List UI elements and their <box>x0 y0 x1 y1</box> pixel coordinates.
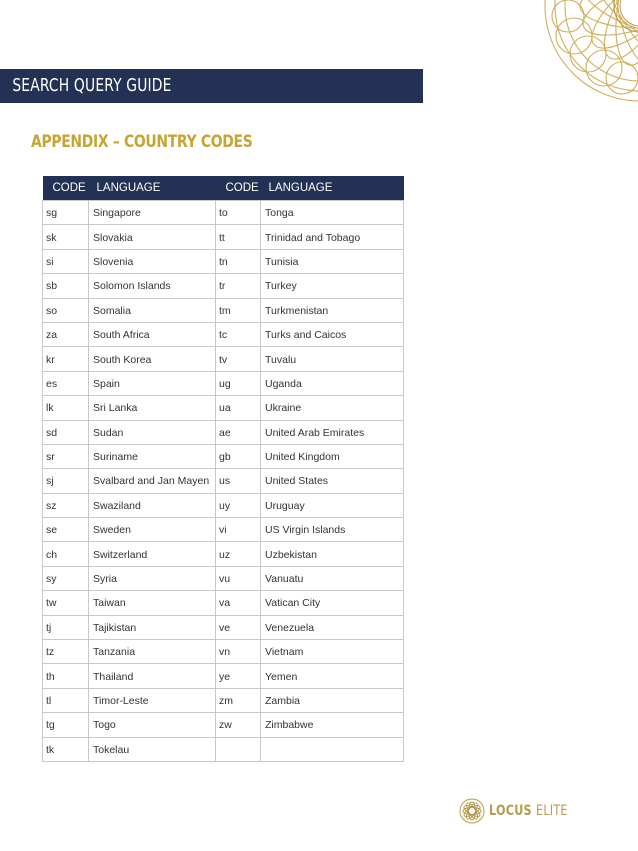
cell-country: Timor-Leste <box>89 688 216 712</box>
cell-country: Tuvalu <box>261 347 404 371</box>
cell-country: Tokelau <box>89 737 216 761</box>
table-body <box>43 201 404 762</box>
table-row <box>43 664 404 688</box>
cell-code: tg <box>43 713 89 737</box>
cell-code: tr <box>216 274 261 298</box>
table-row <box>43 444 404 468</box>
cell-code: se <box>43 518 89 542</box>
cell-code: sb <box>43 274 89 298</box>
cell-country: Vanuatu <box>261 566 404 590</box>
cell-code: tn <box>216 249 261 273</box>
cell-country: Venezuela <box>261 615 404 639</box>
table-row <box>43 396 404 420</box>
cell-country: Sweden <box>89 518 216 542</box>
cell-country: Ukraine <box>261 396 404 420</box>
cell-country: Tonga <box>261 201 404 225</box>
cell-code: va <box>216 591 261 615</box>
cell-country: Zambia <box>261 688 404 712</box>
column-header-code: CODE <box>216 176 261 201</box>
cell-code: to <box>216 201 261 225</box>
cell-code: ae <box>216 420 261 444</box>
cell-country: Sudan <box>89 420 216 444</box>
cell-code: sy <box>43 566 89 590</box>
cell-code: es <box>43 371 89 395</box>
cell-code <box>216 737 261 761</box>
cell-country: Turkey <box>261 274 404 298</box>
table-row <box>43 688 404 712</box>
table-row <box>43 518 404 542</box>
cell-country: Togo <box>89 713 216 737</box>
cell-code: sd <box>43 420 89 444</box>
cell-code: vi <box>216 518 261 542</box>
cell-code: uz <box>216 542 261 566</box>
cell-code: tl <box>43 688 89 712</box>
cell-country: Uzbekistan <box>261 542 404 566</box>
table-row <box>43 493 404 517</box>
cell-country: Somalia <box>89 298 216 322</box>
cell-country: Slovakia <box>89 225 216 249</box>
brand-name-bold: LOCUS <box>489 803 532 819</box>
cell-code: ug <box>216 371 261 395</box>
cell-code: sj <box>43 469 89 493</box>
cell-code: ve <box>216 615 261 639</box>
table-row <box>43 640 404 664</box>
cell-code: tw <box>43 591 89 615</box>
cell-code: za <box>43 322 89 346</box>
cell-code: tj <box>43 615 89 639</box>
table-row <box>43 274 404 298</box>
brand-name <box>489 803 568 819</box>
cell-country: Uruguay <box>261 493 404 517</box>
cell-country: Sri Lanka <box>89 396 216 420</box>
cell-code: sr <box>43 444 89 468</box>
cell-country: Singapore <box>89 201 216 225</box>
table-row <box>43 298 404 322</box>
table-row <box>43 201 404 225</box>
cell-code: ua <box>216 396 261 420</box>
cell-country: Vatican City <box>261 591 404 615</box>
table-row <box>43 615 404 639</box>
table-row <box>43 420 404 444</box>
cell-code: zm <box>216 688 261 712</box>
section-title: APPENDIX – COUNTRY CODES <box>31 132 253 152</box>
cell-country: United Kingdom <box>261 444 404 468</box>
cell-country: Turks and Caicos <box>261 322 404 346</box>
cell-country: Spain <box>89 371 216 395</box>
cell-code: lk <box>43 396 89 420</box>
locus-elite-logo-icon <box>459 798 485 824</box>
cell-code: sk <box>43 225 89 249</box>
table-row <box>43 225 404 249</box>
cell-country: Uganda <box>261 371 404 395</box>
table-row <box>43 542 404 566</box>
table-row <box>43 469 404 493</box>
cell-country: Swaziland <box>89 493 216 517</box>
column-header-language: LANGUAGE <box>89 176 216 201</box>
cell-code: vn <box>216 640 261 664</box>
cell-country: Tajikistan <box>89 615 216 639</box>
cell-country: Suriname <box>89 444 216 468</box>
cell-code: tk <box>43 737 89 761</box>
cell-country: Yemen <box>261 664 404 688</box>
cell-country: Solomon Islands <box>89 274 216 298</box>
cell-country: Vietnam <box>261 640 404 664</box>
table-row <box>43 713 404 737</box>
cell-country: Syria <box>89 566 216 590</box>
cell-country: Tanzania <box>89 640 216 664</box>
cell-code: tz <box>43 640 89 664</box>
cell-code: sg <box>43 201 89 225</box>
cell-code: tt <box>216 225 261 249</box>
table-row <box>43 371 404 395</box>
table-row <box>43 591 404 615</box>
table-row <box>43 322 404 346</box>
cell-code: us <box>216 469 261 493</box>
brand-logo <box>459 798 587 824</box>
cell-country: Switzerland <box>89 542 216 566</box>
header-band <box>0 69 423 103</box>
cell-code: sz <box>43 493 89 517</box>
table-row <box>43 737 404 761</box>
cell-country <box>261 737 404 761</box>
cell-country: Svalbard and Jan Mayen <box>89 469 216 493</box>
table-row <box>43 249 404 273</box>
cell-country: US Virgin Islands <box>261 518 404 542</box>
cell-code: ye <box>216 664 261 688</box>
cell-country: South Korea <box>89 347 216 371</box>
column-header-code: CODE <box>43 176 89 201</box>
cell-country: United States <box>261 469 404 493</box>
table-row <box>43 566 404 590</box>
cell-code: kr <box>43 347 89 371</box>
cell-country: United Arab Emirates <box>261 420 404 444</box>
cell-code: zw <box>216 713 261 737</box>
page-header-title: SEARCH QUERY GUIDE <box>12 76 172 96</box>
cell-country: Zimbabwe <box>261 713 404 737</box>
cell-code: vu <box>216 566 261 590</box>
cell-country: Tunisia <box>261 249 404 273</box>
table-row <box>43 347 404 371</box>
cell-code: ch <box>43 542 89 566</box>
corner-ornament-icon <box>518 0 638 110</box>
cell-code: uy <box>216 493 261 517</box>
cell-code: si <box>43 249 89 273</box>
brand-name-light: ELITE <box>536 803 568 819</box>
cell-country: Thailand <box>89 664 216 688</box>
country-codes-table <box>42 176 404 762</box>
cell-code: th <box>43 664 89 688</box>
cell-country: Turkmenistan <box>261 298 404 322</box>
cell-code: tc <box>216 322 261 346</box>
cell-country: South Africa <box>89 322 216 346</box>
cell-country: Trinidad and Tobago <box>261 225 404 249</box>
cell-country: Taiwan <box>89 591 216 615</box>
cell-code: tv <box>216 347 261 371</box>
cell-code: so <box>43 298 89 322</box>
table-header-row <box>43 176 404 201</box>
cell-code: gb <box>216 444 261 468</box>
column-header-language: LANGUAGE <box>261 176 404 201</box>
cell-country: Slovenia <box>89 249 216 273</box>
cell-code: tm <box>216 298 261 322</box>
